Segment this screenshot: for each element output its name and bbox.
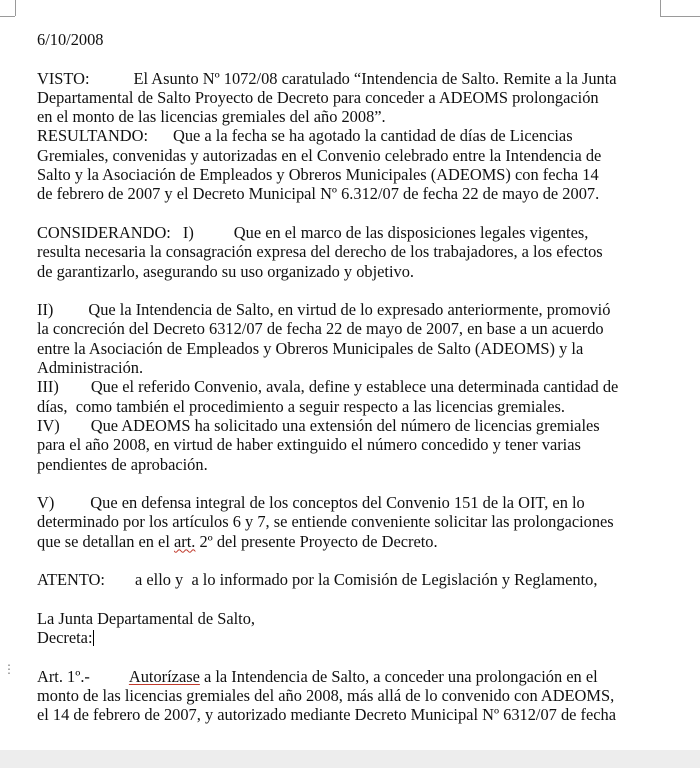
considerando-ii-number: II) — [37, 300, 54, 320]
paragraph-options-icon[interactable]: ⋮ — [3, 662, 15, 676]
considerando-iv-line-1 — [37, 416, 661, 435]
art1-line-1 — [37, 667, 661, 686]
considerando-i-line-2: resulta necesaria la consagración expresa del derecho de los trabajadores, a los efectos — [37, 242, 603, 262]
considerando-iv-line-2: para el año 2008, en virtud de haber extinguido el número concedido y tener varias — [37, 435, 581, 455]
visto-line-1 — [37, 69, 661, 88]
considerando-ii-line-2: la concreción del Decreto 6312/07 de fecha 22 de mayo de 2007, en base a un acuerdo — [37, 319, 604, 339]
spellcheck-flagged-word-autorizase[interactable]: Autorízase — [128, 666, 200, 686]
resultando-line-4: de febrero de 2007 y el Decreto Municipal Nº 6.312/07 de fecha 22 de mayo de 2007. — [37, 184, 600, 204]
atento-label: ATENTO: — [37, 570, 105, 590]
visto-label: VISTO: — [37, 68, 90, 88]
atento-line — [37, 570, 661, 589]
resultando-line-1 — [37, 126, 661, 145]
considerando-iii-text-1: Que el referido Convenio, avala, define y establece una determinada cantidad de — [90, 377, 619, 397]
resultando-line-2: Gremiales, convenidas y autorizadas en el Convenio celebrado entre la Intendencia de — [37, 145, 602, 165]
crop-mark-top-right-horizontal — [660, 16, 700, 17]
considerando-iv-number: IV) — [37, 415, 60, 435]
considerando-i-number: I) — [182, 222, 194, 242]
considerando-i-text-1: Que en el marco de las disposiciones legales vigentes, — [233, 222, 589, 242]
visto-text-2: Departamental de Salto Proyecto de Decreto para conceder a ADEOMS prolongación — [37, 87, 599, 107]
considerando-iii-number: III) — [37, 377, 59, 397]
crop-mark-top-right — [660, 0, 661, 16]
bottom-scroll-bar[interactable] — [0, 750, 700, 768]
decreta-line — [37, 628, 661, 647]
considerando-line-1 — [37, 223, 661, 242]
resultando-label: RESULTANDO: — [37, 126, 149, 146]
crop-mark-top-left — [15, 0, 16, 16]
visto-text-1: El Asunto Nº 1072/08 caratulado “Intendencia de Salto. Remite a la Junta — [133, 68, 617, 88]
considerando-ii-line-4: Administración. — [37, 358, 144, 378]
atento-text: a ello y a lo informado por la Comisión de Legislación y Reglamento, — [135, 570, 598, 590]
considerando-v-number: V) — [37, 493, 55, 513]
spellcheck-flagged-word-art[interactable]: art. — [173, 531, 196, 551]
considerando-v-line-3 — [37, 532, 661, 551]
considerando-i-line-3: de garantizarlo, asegurando su uso organizado y objetivo. — [37, 261, 415, 281]
visto-line-3: en el monto de las licencias gremiales del año 2008”. — [37, 107, 386, 127]
considerando-ii-line-1 — [37, 300, 661, 319]
art1-line-2: monto de las licencias gremiales del año 2008, más allá de lo convenido con ADEOMS, — [37, 686, 615, 706]
decreta-text: Decreta: — [37, 628, 93, 648]
considerando-v-line-1 — [37, 493, 661, 512]
considerando-iii-line-1 — [37, 377, 661, 396]
considerando-ii-text-1: Que la Intendencia de Salto, en virtud de lo expresado anteriormente, promovió — [88, 300, 611, 320]
junta-line: La Junta Departamental de Salto, — [37, 608, 256, 628]
document-date: 6/10/2008 — [37, 30, 104, 49]
considerando-iv-text-1: Que ADEOMS ha solicitado una extensión del número de licencias gremiales — [90, 415, 600, 435]
text-cursor — [93, 630, 94, 646]
considerando-label: CONSIDERANDO: — [37, 222, 171, 242]
considerando-ii-line-3: entre la Asociación de Empleados y Obreros Municipales de Salto (ADEOMS) y la — [37, 338, 584, 358]
document-body[interactable] — [37, 30, 661, 725]
art1-text-1: a la Intendencia de Salto, a conceder una prolongación en el — [199, 666, 598, 686]
considerando-iii-line-2: días, como también el procedimiento a seguir respecto a las licencias gremiales. — [37, 396, 565, 416]
considerando-iv-line-3: pendientes de aprobación. — [37, 454, 208, 474]
considerando-v-text-3c: 2º del presente Proyecto de Decreto. — [195, 531, 438, 551]
considerando-v-text-3a: que se detallan en el — [37, 531, 174, 551]
visto-line-2 — [37, 88, 661, 107]
considerando-v-text-1: Que en defensa integral de los conceptos del Convenio 151 de la OIT, en lo — [90, 493, 585, 513]
art1-line-3: el 14 de febrero de 2007, y autorizado mediante Decreto Municipal Nº 6312/07 de fecha — [37, 705, 616, 725]
art1-label: Art. 1º.- — [37, 666, 90, 686]
considerando-v-line-2: determinado por los artículos 6 y 7, se entiende conveniente solicitar las prolongaciones — [37, 512, 614, 532]
resultando-line-3: Salto y la Asociación de Empleados y Obreros Municipales (ADEOMS) con fecha 14 — [37, 165, 599, 185]
crop-mark-top-left-horizontal — [0, 16, 15, 17]
resultando-text-1: Que a la fecha se ha agotado la cantidad de días de Licencias — [173, 126, 573, 146]
